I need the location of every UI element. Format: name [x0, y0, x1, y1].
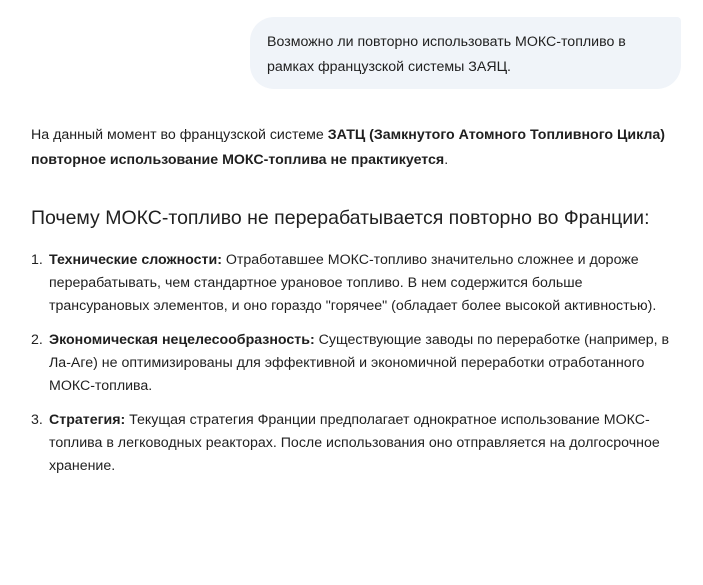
list-item-number: 2. [31, 332, 43, 348]
assistant-response [31, 123, 681, 489]
response-intro [31, 123, 681, 173]
list-item [31, 249, 681, 318]
list-item-number: 3. [31, 412, 43, 428]
list-item-text: Отработавшее МОКС-топливо значительно сложнее и дороже перерабатывать, чем стандартное урановое топливо. В нем содержится больше трансурановых элементов, и оно гораздо "горячее" (обладает более высокой активностью). [49, 252, 657, 314]
list-item [31, 329, 681, 398]
list-item-title: Стратегия: [49, 412, 126, 428]
list-item-text: Текущая стратегия Франции предполагает однократное использование МОКС-топлива в легководных реакторах. После использования оно отправляется на долгосрочное хранение. [49, 412, 660, 474]
list-item-title: Экономическая нецелесообразность: [49, 332, 315, 348]
user-message-bubble [250, 17, 681, 89]
intro-bold: ЗАТЦ (Замкнутого Атомного Топливного Цикла) повторное использование МОКС-топлива не практикуется [31, 127, 666, 168]
response-heading: Почему МОКС-топливо не перерабатывается повторно во Франции: [31, 207, 650, 229]
intro-suffix: . [444, 152, 449, 168]
list-item [31, 409, 681, 478]
list-item-number: 1. [31, 252, 43, 268]
reasons-list [31, 249, 681, 478]
list-item-title: Технические сложности: [49, 252, 222, 268]
user-message-text: Возможно ли повторно использовать МОКС-топливо в рамках французской системы ЗАЯЦ. [267, 34, 626, 75]
list-item-text: Существующие заводы по переработке (например, в Ла-Аге) не оптимизированы для эффективной и экономичной переработки отработанного МОКС-топлива. [49, 332, 670, 394]
intro-prefix: На данный момент во французской системе [31, 127, 328, 143]
